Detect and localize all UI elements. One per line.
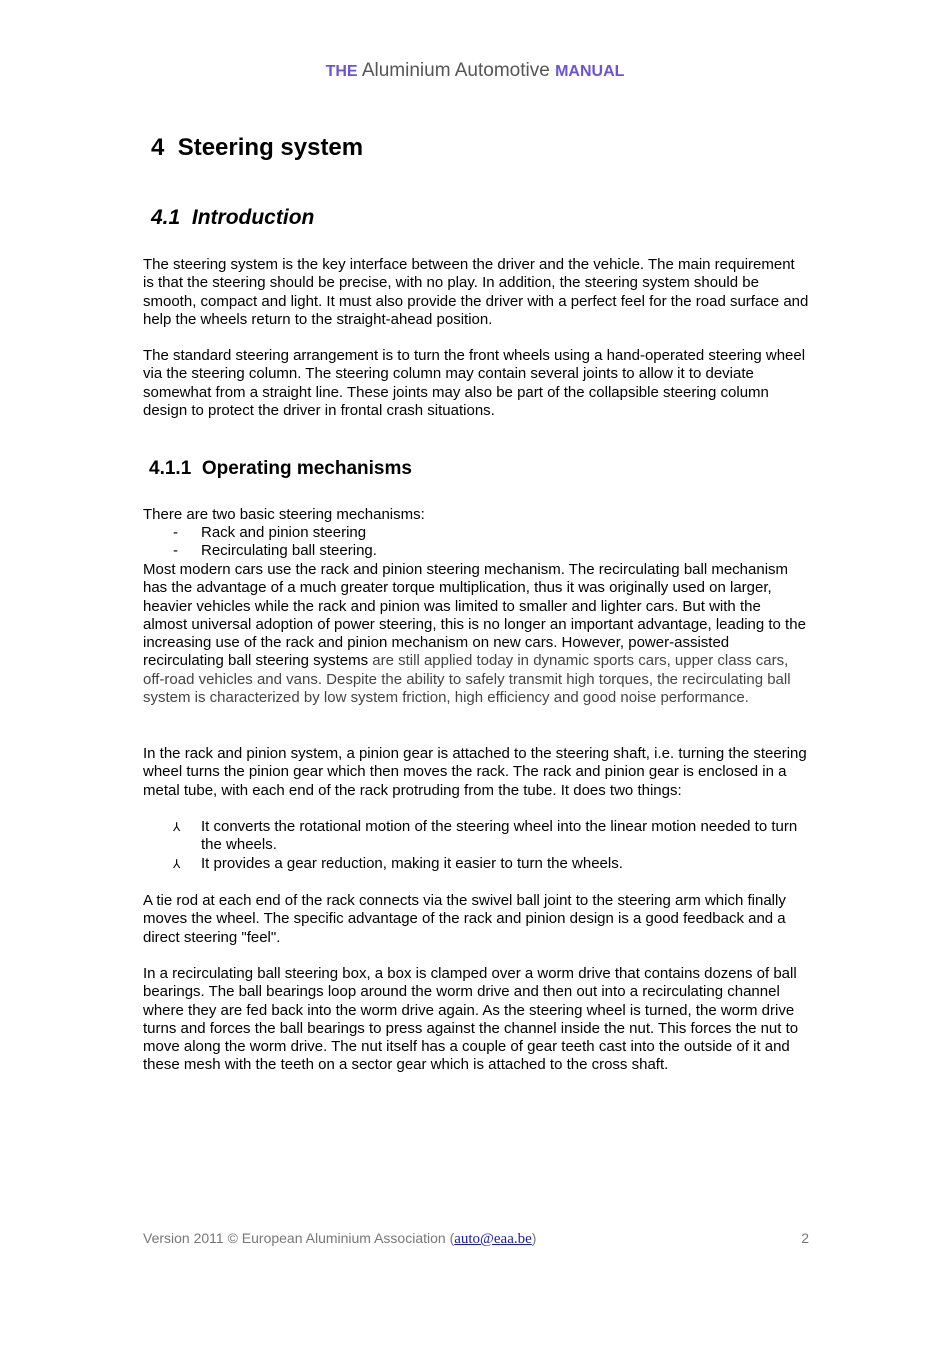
list-item-text: Recirculating ball steering. bbox=[201, 542, 377, 560]
section-number: 4 bbox=[151, 134, 165, 161]
page-header bbox=[0, 60, 950, 82]
tie-rod-paragraph: A tie rod at each end of the rack connects via the swivel ball joint to the steering arm which finally moves the wheel. The specific advantage of the rack and pinion design is a good feedback and a direct steering "feel". bbox=[143, 892, 786, 946]
intro-paragraph-1: The steering system is the key interface between the driver and the vehicle. The main requirement is that the steering should be precise, with no play. In addition, the steering system should be smooth, compact and light. It must also provide the driver with a perfect feel for the road surface and help the wheels return to the straight-ahead position. bbox=[143, 256, 809, 328]
bullet-icon: ⅄ bbox=[173, 820, 181, 834]
list-item-text: Rack and pinion steering bbox=[201, 524, 367, 541]
list-item bbox=[143, 818, 809, 855]
header-title: Aluminium Automotive bbox=[361, 60, 550, 81]
subsection-number: 4.1 bbox=[151, 206, 181, 229]
list-item-text: It provides a gear reduction, making it easier to turn the wheels. bbox=[201, 854, 623, 872]
section-title: Steering system bbox=[177, 134, 364, 161]
mechanisms-paragraph bbox=[143, 561, 809, 707]
footer-version: Version 2011 © European Aluminium Association ( bbox=[143, 1230, 455, 1246]
mechanisms-paragraph-gray: are still applied today in dynamic sports cars, upper class cars, off-road vehicles and vans. Despite the ability to safely transmit high torques, the recirculating ball system is characterized by low system friction, high efficiency and good noise performance. bbox=[143, 652, 791, 707]
intro-paragraph-2: The standard steering arrangement is to turn the front wheels using a hand-operated steering wheel via the steering column. The steering column may contain several joints to allow it to deviate somewhat from a straight line. These joints may also be part of the collapsible steering column design to protect the driver in frontal crash situations. bbox=[143, 347, 806, 419]
subsection-heading bbox=[151, 206, 314, 230]
dash-marker: - bbox=[173, 542, 178, 560]
list-item bbox=[143, 524, 809, 542]
bullet-icon: ⅄ bbox=[173, 856, 181, 871]
section-heading bbox=[151, 134, 363, 162]
mechanisms-intro: There are two basic steering mechanisms: bbox=[143, 506, 425, 523]
rack-functions-list bbox=[143, 818, 809, 873]
header-the: THE bbox=[325, 63, 358, 80]
recirculating-ball-paragraph: In a recirculating ball steering box, a box is clamped over a worm drive that contains dozens of ball bearings. The ball bearings loop around the worm drive and then out into a recirculating channel where they are fed back into the worm drive again. As the steering wheel is turned, the worm drive turns and forces the ball bearings to press against the channel inside the nut. This forces the nut to move along the worm drive. The nut itself has a couple of gear teeth cast into the outside of it and these mesh with the teeth on a sector gear which is attached to the cross shaft. bbox=[143, 965, 799, 1074]
list-item bbox=[143, 855, 809, 873]
list-item bbox=[143, 542, 809, 560]
mechanisms-paragraph-main: Most modern cars use the rack and pinion steering mechanism. The recirculating ball mechanism has the advantage of a much greater torque multiplication, thus it was originally used on larger, heavier vehicles while the rack and pinion was limited to smaller and lighter cars. But with the almost universal adoption of power steering, this is no longer an important advantage, leading to the increasing use of the rack and pinion mechanism on new cars. However, power-assisted recirculating ball steering systems bbox=[143, 561, 806, 670]
page-footer bbox=[143, 1230, 809, 1248]
subsubsection-heading bbox=[149, 458, 412, 480]
mechanisms-list bbox=[143, 524, 809, 561]
subsubsection-title: Operating mechanisms bbox=[201, 458, 412, 479]
dash-marker: - bbox=[173, 524, 178, 541]
page-number: 2 bbox=[801, 1230, 809, 1246]
rack-pinion-paragraph: In the rack and pinion system, a pinion gear is attached to the steering shaft, i.e. turning the steering wheel turns the pinion gear which then moves the rack. The rack and pinion gear is enclosed in a metal tube, with each end of the rack protruding from the tube. It does two things: bbox=[143, 745, 807, 799]
list-item-text: It converts the rotational motion of the steering wheel into the linear motion needed to turn the wheels. bbox=[201, 818, 798, 854]
footer-email-link[interactable]: auto@eaa.be bbox=[454, 1231, 532, 1247]
subsection-title: Introduction bbox=[191, 206, 315, 229]
footer-close-paren: ) bbox=[531, 1230, 537, 1246]
subsubsection-number: 4.1.1 bbox=[149, 458, 192, 479]
header-manual: MANUAL bbox=[555, 63, 625, 80]
